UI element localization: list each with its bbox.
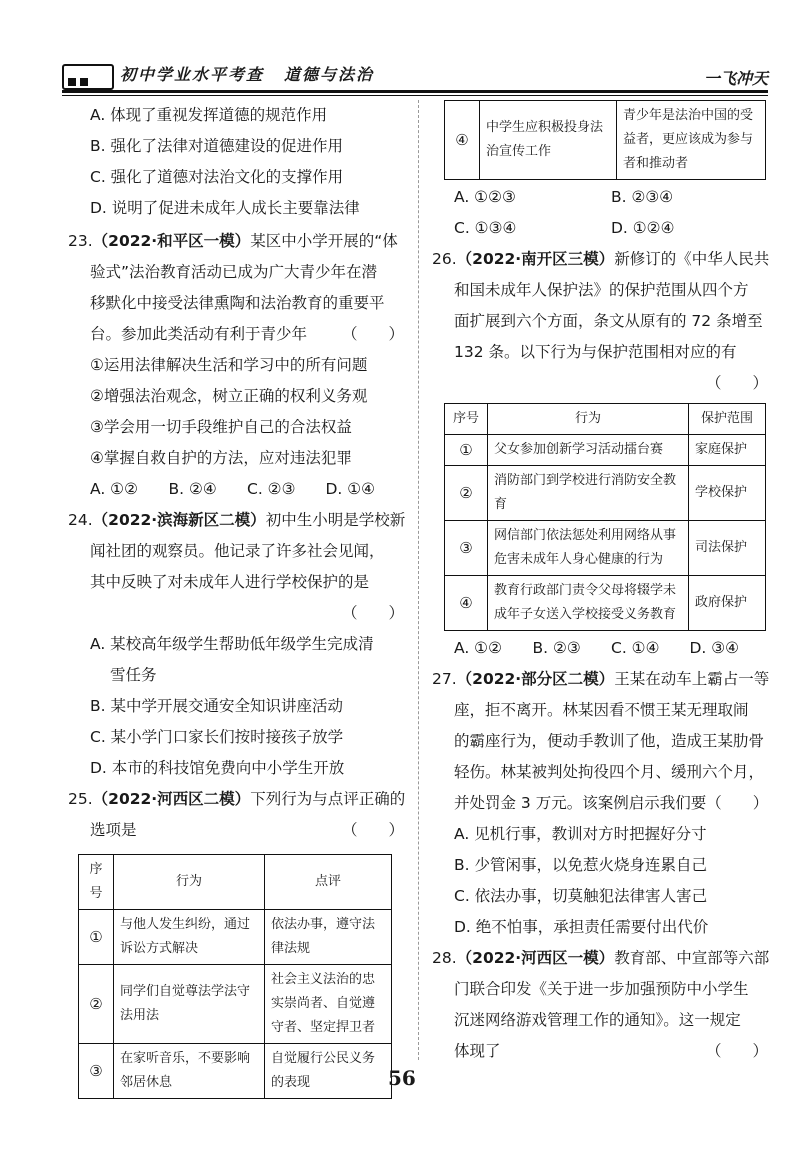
series-title: 初中学业水平考查 道德与法治 [120, 65, 375, 84]
statement: ④掌握自救自护的方法，应对违法犯罪 [90, 449, 352, 467]
option: 雪任务 [110, 666, 157, 684]
table-header: 行为 [488, 404, 689, 435]
option: B. 少管闲事，以免惹火烧身连累自己 [454, 856, 707, 874]
table-header: 序号 [79, 855, 114, 910]
brand-name: 一飞冲天 [703, 69, 768, 88]
q25-options: C. ①③④ D. ①②④ [454, 219, 675, 237]
question-25: 25.（2022·河西区二模）下列行为与点评正确的 选项是 （ ） 序号 行为 点评 ① 与他人发生纠纷，通过诉讼方式解决 依法办事，遵守法律法规 ② 同学们自觉尊法学法守法用法 社会主义法治的忠实崇尚者、自觉遵守者、坚定捍卫者 ③ 在家听音乐，不要影响邻居休息 自觉履行公民义务的表现 [68, 784, 404, 1099]
page-number: 56 [388, 1066, 416, 1090]
q25-table-continued [444, 100, 766, 180]
question-text: 并处罚金 3 万元。该案例启示我们要（ ） [454, 794, 769, 812]
q22-options [68, 100, 404, 224]
book-logo-icon [62, 64, 114, 90]
question-28: 28.（2022·河西区一模）教育部、中宣部等六部 门联合印发《关于进一步加强预防中小学生 沉迷网络游戏管理工作的通知》。这一规定 体现了 （ ） [432, 943, 768, 1067]
q25-table [78, 854, 392, 1099]
statement: ③学会用一切手段维护自己的合法权益 [90, 418, 352, 436]
option: D. 说明了促进未成年人成长主要靠法律 [90, 199, 360, 217]
question-text: 面扩展到六个方面，条文从原有的 72 条增至 [454, 312, 763, 330]
table-row: ② 消防部门到学校进行消防安全教育 学校保护 [445, 466, 766, 521]
question-text: 验式”法治教育活动已成为广大青少年在潜 [90, 263, 378, 281]
option: D. 绝不怕事，承担责任需要付出代价 [454, 918, 709, 936]
question-text: 体现了 （ ） [454, 1042, 768, 1060]
option: C. 依法办事，切莫触犯法律害人害己 [454, 887, 708, 905]
table-row: ④ 中学生应积极投身法治宣传工作 青少年是法治中国的受益者，更应该成为参与者和推动者 [445, 101, 766, 180]
question-text: 和国未成年人保护法》的保护范围从四个方 [454, 281, 749, 299]
table-row: ② 同学们自觉尊法学法守法用法 社会主义法治的忠实崇尚者、自觉遵守者、坚定捍卫者 [79, 965, 392, 1044]
question-24: 24.（2022·滨海新区二模）初中生小明是学校新 闻社团的观察员。他记录了许多社会见闻， 其中反映了对未成年人进行学校保护的是 （ ） A. 某校高年级学生帮助低年级学生完成清 雪任务 B. 某中学开展交通安全知识讲座活动 C. 某小学门口家长们按时接孩子放学 D. 本市的科技馆免费向中小学生开放 [68, 505, 404, 784]
table-row: ③ 在家听音乐，不要影响邻居休息 自觉履行公民义务的表现 [79, 1044, 392, 1099]
table-header: 保护范围 [689, 404, 766, 435]
question-text: 沉迷网络游戏管理工作的通知》。这一规定 [454, 1011, 741, 1029]
option: A. 见机行事，教训对方时把握好分寸 [454, 825, 707, 843]
table-row: ③ 网信部门依法惩处利用网络从事危害未成年人身心健康的行为 司法保护 [445, 521, 766, 576]
option: D. 本市的科技馆免费向中小学生开放 [90, 759, 345, 777]
statement: ①运用法律解决生活和学习中的所有问题 [90, 356, 368, 374]
table-row: ① 父女参加创新学习活动擂台赛 家庭保护 [445, 435, 766, 466]
question-27: 27.（2022·部分区二模）王某在动车上霸占一等 座，拒不离开。林某因看不惯王某无理取闹 的霸座行为，便动手教训了他，造成王某肋骨 轻伤。林某被判处拘役四个月、缓刑六个月， 并处罚金 3 万元。该案例启示我们要（ ） A. 见机行事，教训对方时把握好分寸 B. 少管闲事，以免惹火烧身连累自己 C. 依法办事，切莫触犯法律害人害己 D. 绝不怕事，承担责任需要付出代价 [432, 664, 768, 943]
option: B. 强化了法律对道德建设的促进作用 [90, 137, 343, 155]
question-23: 23.（2022·和平区一模）某区中小学开展的“体 验式”法治教育活动已成为广大青少年在潜 移默化中接受法律熏陶和法治教育的重要平 台。参加此类活动有利于青少年 （ ） ①运用法律解决生活和学习中的所有问题 ②增强法治观念，树立正确的权利义务观 ③学会用一切手段维护自己的合法权益 ④掌握自救自护的方法，应对违法犯罪 A. ①② B. ②④ C. ②③ D. ①④ [68, 226, 404, 505]
q25-options: A. ①②③ B. ②③④ [454, 188, 674, 206]
question-text: 门联合印发《关于进一步加强预防中小学生 [454, 980, 749, 998]
option: A. 体现了重视发挥道德的规范作用 [90, 106, 328, 124]
subject-title: 道德与法治 [284, 65, 375, 84]
option: B. 某中学开展交通安全知识讲座活动 [90, 697, 343, 715]
option: A. 某校高年级学生帮助低年级学生完成清 [90, 635, 374, 653]
table-row: ④ 教育行政部门责令父母将辍学未成年子女送入学校接受义务教育 政府保护 [445, 576, 766, 631]
table-row: ① 与他人发生纠纷，通过诉讼方式解决 依法办事，遵守法律法规 [79, 910, 392, 965]
question-text: 轻伤。林某被判处拘役四个月、缓刑六个月， [454, 763, 765, 781]
table-header: 序号 [445, 404, 488, 435]
q26-options: A. ①② B. ②③ C. ①④ D. ③④ [454, 639, 740, 657]
table-header: 行为 [114, 855, 265, 910]
question-text: 座，拒不离开。林某因看不惯王某无理取闹 [454, 701, 749, 719]
q23-options: A. ①② B. ②④ C. ②③ D. ①④ [90, 480, 376, 498]
page-header [62, 60, 768, 102]
option: C. 强化了道德对法治文化的支撑作用 [90, 168, 344, 186]
question-text: 132 条。以下行为与保护范围相对应的有 [454, 343, 737, 361]
right-column [432, 100, 768, 1067]
q26-table [444, 403, 766, 631]
table-header: 点评 [265, 855, 392, 910]
question-text: 选项是 （ ） [90, 821, 404, 839]
statement: ②增强法治观念，树立正确的权利义务观 [90, 387, 368, 405]
option: C. 某小学门口家长们按时接孩子放学 [90, 728, 344, 746]
question-text: 闻社团的观察员。他记录了许多社会见闻， [90, 542, 385, 560]
question-text: 其中反映了对未成年人进行学校保护的是 [90, 573, 370, 591]
column-divider [418, 100, 419, 1060]
question-text: 移默化中接受法律熏陶和法治教育的重要平 [90, 294, 385, 312]
left-column [68, 100, 404, 1099]
question-text: 的霸座行为，便动手教训了他，造成王某肋骨 [454, 732, 765, 750]
question-26: 26.（2022·南开区三模）新修订的《中华人民共 和国未成年人保护法》的保护范围从四个方 面扩展到六个方面，条文从原有的 72 条增至 132 条。以下行为与保护范围相对应的有 （ ） 序号 行为 保护范围 ① 父女参加创新学习活动擂台赛 家庭保护 ② 消防部门到学校进行消防安全教育 学校保护 ③ 网信部门依法惩处利用网络从事危害未成年人身心健康的行为 司法保护 ④ 教育行政部门责令父母将辍学未成年子女送入学校接受义务教育 政府保护 A. ①② B. ②③ C. ①④ D. ③④ [432, 244, 768, 664]
question-text: 台。参加此类活动有利于青少年 （ ） [90, 325, 404, 343]
